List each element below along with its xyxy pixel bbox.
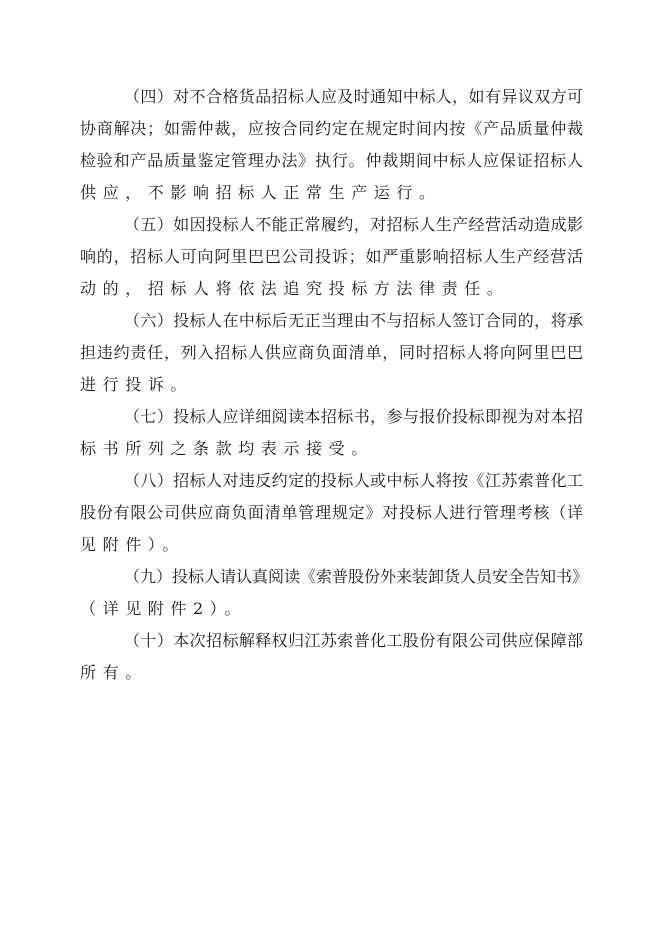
paragraph: [80, 625, 583, 689]
paragraph: [80, 465, 583, 561]
paragraph: [80, 561, 589, 625]
paragraph: [80, 401, 583, 465]
paragraph-line: 担违约责任，列入招标人供应商负面清单，同时招标人将向阿里巴巴: [80, 343, 583, 362]
paragraph-line: 动的，招标人将依法追究投标方法律责任。: [80, 279, 510, 298]
paragraph-line: 进行投诉。: [80, 375, 194, 394]
paragraph: [80, 209, 583, 305]
paragraph: [80, 81, 583, 209]
paragraph-line: （八）招标人对违反约定的投标人或中标人将按《江苏索普化工: [124, 471, 583, 490]
paragraph-line: （详见附件2）。: [80, 599, 247, 618]
paragraph-line: 检验和产品质量鉴定管理办法》执行。仲裁期间中标人应保证招标人: [80, 151, 583, 170]
paragraph-line: （六）投标人在中标后无正当理由不与招标人签订合同的，将承: [124, 311, 583, 330]
paragraph-line: （九）投标人请认真阅读《索普股份外来装卸货人员安全告知书》: [124, 567, 589, 586]
paragraph-line: 供应，不影响招标人正常生产运行。: [80, 183, 442, 202]
paragraph-line: 标书所列之条款均表示接受。: [80, 439, 374, 458]
paragraph-line: 股份有限公司供应商负面清单管理规定》对投标人进行管理考核（详: [80, 503, 583, 522]
paragraph-line: （七）投标人应详细阅读本招标书，参与报价投标即视为对本招: [124, 407, 583, 426]
document-page: [80, 81, 589, 689]
paragraph-line: （五）如因投标人不能正常履约，对招标人生产经营活动造成影: [124, 215, 583, 234]
paragraph-line: （四）对不合格货品招标人应及时通知中标人，如有异议双方可: [124, 87, 583, 106]
paragraph-line: 协商解决；如需仲裁，应按合同约定在规定时间内按《产品质量仲裁: [80, 119, 583, 138]
paragraph-line: 响的，招标人可向阿里巴巴公司投诉；如严重影响招标人生产经营活: [80, 247, 583, 266]
paragraph-line: 见附件）。: [80, 535, 186, 554]
paragraph-line: （十）本次招标解释权归江苏索普化工股份有限公司供应保障部: [124, 631, 583, 650]
paragraph: [80, 305, 583, 401]
paragraph-line: 所有。: [80, 663, 148, 682]
